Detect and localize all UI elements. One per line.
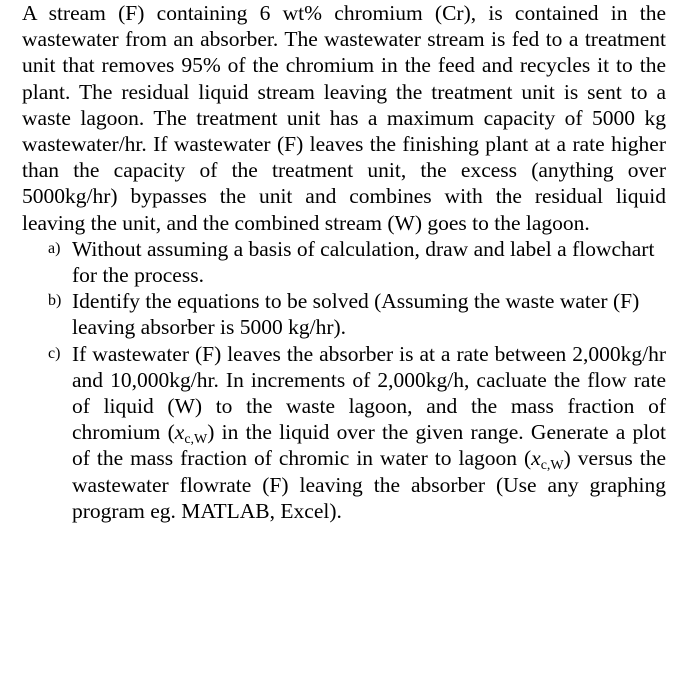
symbol-subscript-2: c,W	[540, 458, 564, 474]
symbol-base-2: x	[531, 446, 541, 471]
chromium-mass-fraction-symbol-2	[531, 446, 564, 474]
question-b-label: b)	[48, 292, 62, 310]
problem-statement	[22, 0, 666, 524]
problem-intro: A stream (F) containing 6 wt% chromium (Cr), is contained in the wastewater from an absorber. The wastewater stream is fed to a treatment unit that removes 95% of the chromium in the feed and recycles it to the plant. The residual liquid stream leaving the treatment unit is sent to a waste lagoon. The treatment unit has a maximum capacity of 5000 kg wastewater/hr. If wastewater (F) leaves the finishing plant at a rate higher than the capacity of the treatment unit, the excess (anything over 5000kg/hr) bypasses the unit and combines with the residual liquid leaving the unit, and the combined stream (W) goes to the lagoon.	[22, 1, 666, 235]
question-c	[22, 341, 666, 524]
question-b	[22, 288, 666, 340]
question-a-text: Without assuming a basis of calculation, draw and label a flowchart for the process.	[72, 236, 655, 288]
symbol-base: x	[174, 420, 185, 445]
question-b-text: Identify the equations to be solved (Assuming the waste water (F) leaving absorber is 5000 kg/hr).	[72, 289, 640, 340]
symbol-subscript: c,W	[184, 432, 208, 448]
question-a-label: a)	[48, 239, 61, 257]
question-c-text-part2: ) in the liquid over the given range. Generate a plot of the mass fraction of chromic in water to lagoon (	[72, 420, 666, 471]
question-a	[22, 236, 666, 288]
question-c-text-part3: ) versus the wastewater flowrate (F) leaving the absorber (Use any graphing program eg. MATLAB, Excel).	[72, 446, 666, 523]
chromium-mass-fraction-symbol	[174, 420, 208, 448]
question-c-text-part1: If wastewater (F) leaves the absorber is at a rate between 2,000kg/hr and 10,000kg/hr. In increments of 2,000kg/h, cacluate the flow rate of liquid (W) to the waste lagoon, and the mass fraction of chromium (	[72, 341, 666, 445]
question-c-label: c)	[48, 344, 61, 362]
